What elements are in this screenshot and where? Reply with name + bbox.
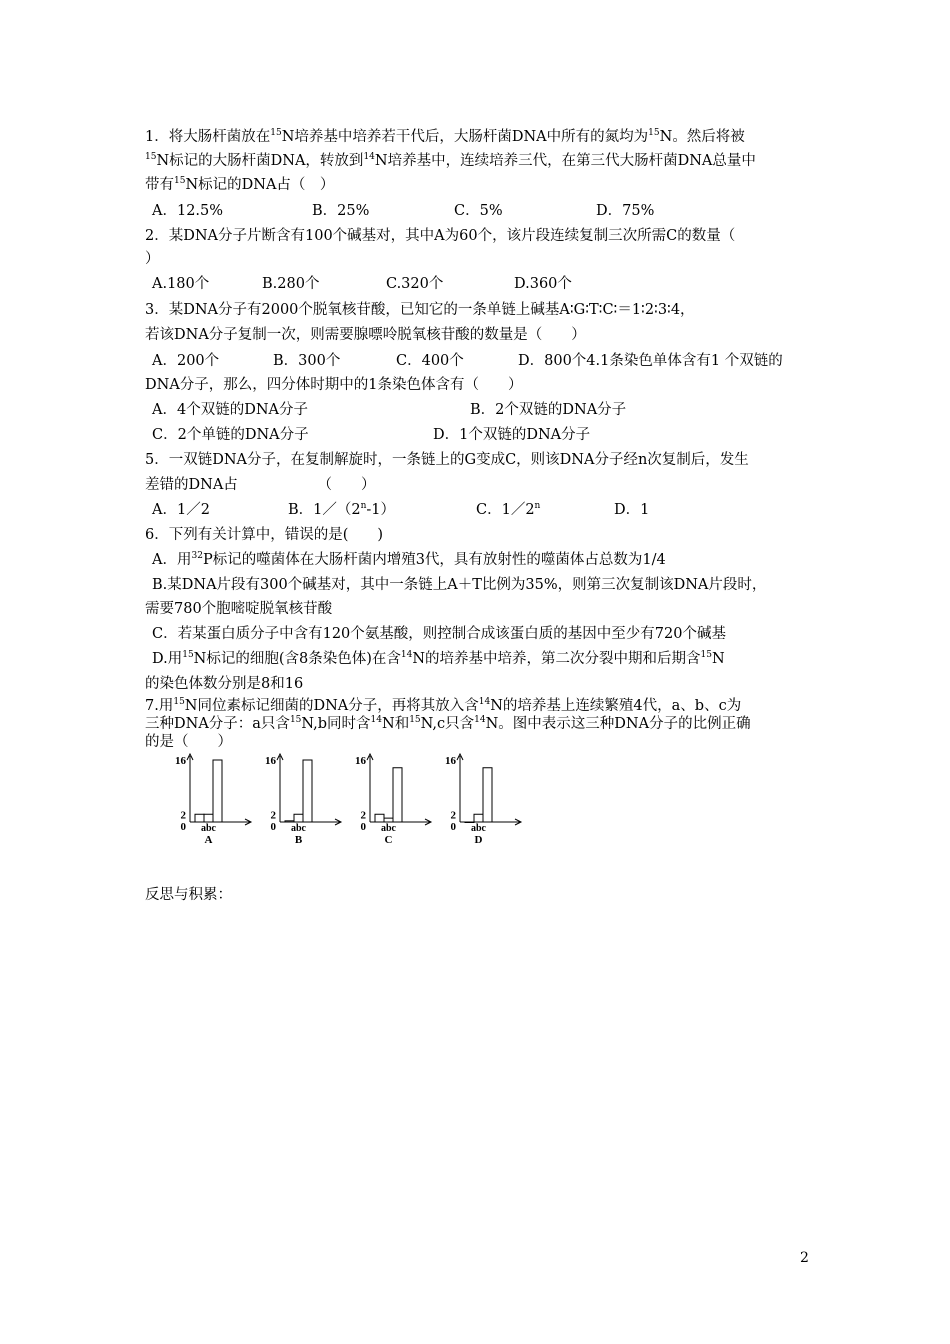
chart-d-ytick-16: 16 bbox=[445, 755, 456, 767]
q5-option-c: C．1／2$^n$ bbox=[476, 501, 541, 518]
q4-option-d: D．1个双链的DNA分子 bbox=[433, 427, 591, 443]
chart-b-bar-a bbox=[285, 821, 294, 822]
chart-c-ytick-16: 16 bbox=[355, 755, 366, 767]
q1-line1: 1．将大肠杆菌放在$^{15}$N培养基中培养若干代后，大肠杆菌DNA中所有的氮均为$^{15}$N。然后将被 bbox=[145, 128, 745, 145]
chart-b-bar-b bbox=[294, 814, 303, 822]
q7-charts-svg bbox=[170, 752, 530, 852]
q3-line2: 若该DNA分子复制一次，则需要腺嘌呤脱氧核苷酸的数量是（ ） bbox=[145, 327, 586, 343]
chart-d-bar-b bbox=[474, 814, 483, 822]
q7-bar-charts bbox=[170, 752, 530, 856]
chart-c-xlabel: abc bbox=[381, 823, 396, 834]
q4-option-b: B．2个双链的DNA分子 bbox=[470, 402, 627, 418]
q7-line3: 的是（ ） bbox=[145, 734, 232, 750]
q6-option-d-line1: D.用$^{15}$N标记的细胞(含8条染色体)在含$^{14}$N的培养基中培养，第二次分裂中期和后期含$^{15}$N bbox=[152, 650, 725, 667]
q7-line2: 三种DNA分子：a只含$^{15}$N,b同时含$^{14}$N和$^{15}$N,c只含$^{14}$N。图中表示这三种DNA分子的比例正确 bbox=[145, 715, 751, 732]
q3-option-d: D．800个4.1条染色单体含有1 个双链的 bbox=[518, 353, 783, 369]
chart-d-ytick-0: 0 bbox=[450, 821, 456, 833]
q3-option-a: A．200个 bbox=[152, 353, 220, 369]
chart-d-title: D bbox=[474, 834, 483, 846]
q1-line3: 带有$^{15}$N标记的DNA占（ ） bbox=[145, 176, 335, 193]
chart-a-title: A bbox=[204, 834, 213, 846]
chart-d-bar-c bbox=[483, 768, 492, 822]
q2-option-d: D.360个 bbox=[514, 276, 572, 292]
q5-option-b: B．1／（2$^n$-1） bbox=[288, 501, 396, 518]
q6-option-a: A．用$^{32}$P标记的噬菌体在大肠杆菌内增殖3代，具有放射性的噬菌体占总数为1/4 bbox=[152, 551, 666, 568]
q1-option-a: A．12.5% bbox=[152, 203, 224, 219]
chart-c-ytick-0: 0 bbox=[360, 821, 366, 833]
q1-line2: $^{15}$N标记的大肠杆菌DNA，转放到$^{14}$N培养基中，连续培养三代，在第三代大肠杆菌DNA总量中 bbox=[145, 152, 756, 169]
q6-option-b-line2: 需要780个胞嘧啶脱氧核苷酸 bbox=[145, 601, 333, 617]
chart-b-xlabel: abc bbox=[291, 823, 306, 834]
q1-option-c: C．5% bbox=[454, 203, 503, 219]
chart-a-bar-a bbox=[195, 814, 204, 822]
q3-option-b: B．300个 bbox=[273, 353, 341, 369]
q5-option-d: D．1 bbox=[614, 502, 650, 518]
q2-line2: ） bbox=[145, 251, 160, 267]
q3-option-c: C．400个 bbox=[396, 353, 464, 369]
chart-d-xlabel: abc bbox=[471, 823, 486, 834]
q3-line1: 3．某DNA分子有2000个脱氧核苷酸，已知它的一条单链上碱基A∶G∶T∶C∶＝1∶2∶3∶4， bbox=[145, 302, 695, 318]
q4-line1: DNA分子，那么，四分体时期中的1条染色体含有（ ） bbox=[145, 377, 523, 393]
page-number: 2 bbox=[800, 1250, 809, 1266]
chart-b-title: B bbox=[294, 834, 303, 846]
q6-option-b-line1: B.某DNA片段有300个碱基对，其中一条链上A＋T比例为35%，则第三次复制该DNA片段时， bbox=[152, 577, 767, 593]
chart-c-ytick-2: 2 bbox=[360, 809, 366, 822]
chart-c-bar-b bbox=[384, 818, 393, 822]
chart-a-ytick-2: 2 bbox=[180, 809, 186, 822]
chart-a-ytick-0: 0 bbox=[180, 821, 186, 833]
chart-a-bar-b bbox=[204, 814, 213, 822]
q2-line1: 2．某DNA分子片断含有100个碱基对，其中A为60个，该片段连续复制三次所需C的数量（ bbox=[145, 228, 736, 244]
q1-option-d: D．75% bbox=[596, 203, 655, 219]
q4-option-a: A．4个双链的DNA分子 bbox=[152, 402, 308, 418]
q4-option-c: C．2个单链的DNA分子 bbox=[152, 427, 309, 443]
chart-c-title: C bbox=[384, 834, 393, 846]
chart-a-ytick-16: 16 bbox=[175, 755, 186, 767]
q5-line1: 5．一双链DNA分子，在复制解旋时，一条链上的G变成C，则该DNA分子经n次复制后，发生 bbox=[145, 452, 749, 468]
reflection-label: 反思与积累： bbox=[145, 887, 232, 903]
chart-b-ytick-2: 2 bbox=[270, 809, 276, 822]
chart-c-bar-a bbox=[375, 814, 384, 822]
chart-d-ytick-2: 2 bbox=[450, 809, 456, 822]
q6-line1: 6．下列有关计算中，错误的是( ) bbox=[145, 527, 384, 543]
q7-line1: 7.用$^{15}$N同位素标记细菌的DNA分子，再将其放入含$^{14}$N的培养基上连续繁殖4代，a、b、c为 bbox=[145, 697, 742, 714]
q6-option-c: C．若某蛋白质分子中含有120个氨基酸，则控制合成该蛋白质的基因中至少有720个碱基 bbox=[152, 626, 726, 642]
chart-b-ytick-16: 16 bbox=[265, 755, 276, 767]
chart-b-bar-c bbox=[303, 760, 312, 822]
q2-option-c: C.320个 bbox=[386, 276, 444, 292]
q5-option-a: A．1／2 bbox=[152, 502, 210, 518]
chart-a-xlabel: abc bbox=[201, 823, 216, 834]
chart-b-ytick-0: 0 bbox=[270, 821, 276, 833]
chart-c-bar-c bbox=[393, 768, 402, 822]
q2-option-b: B.280个 bbox=[262, 276, 320, 292]
q2-option-a: A.180个 bbox=[152, 276, 210, 292]
q5-line2: 差错的DNA占 （ ） bbox=[145, 477, 376, 493]
chart-a-bar-c bbox=[213, 760, 222, 822]
q6-option-d-line2: 的染色体数分别是8和16 bbox=[145, 676, 304, 692]
q1-option-b: B．25% bbox=[312, 203, 370, 219]
